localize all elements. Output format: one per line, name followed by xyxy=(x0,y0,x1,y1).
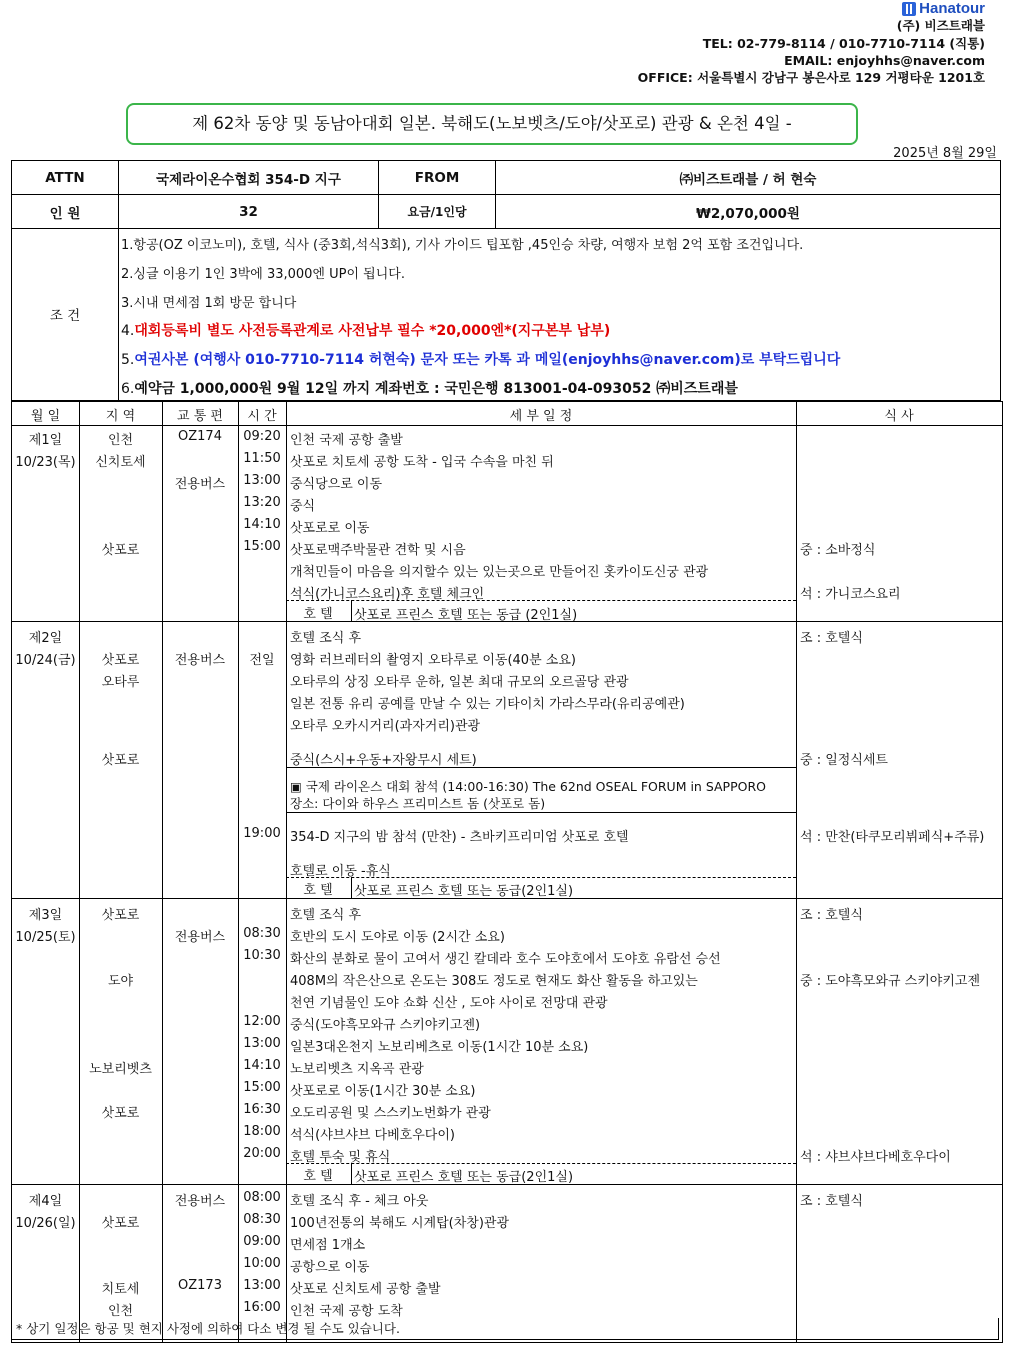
time: 13:00 xyxy=(243,1036,281,1051)
company-logo xyxy=(902,0,985,17)
meal: 석 : 샤브샤브다베호우다이 xyxy=(800,1150,951,1165)
transport: 전용버스 xyxy=(174,930,226,945)
header-date: 월 일 xyxy=(30,409,61,424)
document-date: 2025년 8월 29일 xyxy=(893,146,997,161)
from-value: ㈜비즈트래블 / 허 현숙 xyxy=(496,161,1001,195)
detail: 호텔 조식 후 - 체크 아웃 xyxy=(290,1194,429,1209)
detail: 오타루 오카시거리(과자거리)관광 xyxy=(290,719,481,734)
header-detail: 세 부 일 정 xyxy=(509,409,573,424)
header-meal: 식 사 xyxy=(884,409,914,424)
meal: 조 : 호텔식 xyxy=(800,1194,863,1209)
condition-6: 6.예약금 1,000,000원 9월 12일 까지 계좌번호 : 국민은행 813001-04-093052 ㈜비즈트래블 xyxy=(121,381,738,397)
detail: 삿포로 치토세 공항 도착 - 입국 수속을 마친 뒤 xyxy=(290,455,554,470)
condition-3: 3.시내 면세점 1회 방문 합니다 xyxy=(121,296,297,311)
detail: 공항으로 이동 xyxy=(290,1260,370,1275)
detail: 호텔 조식 후 xyxy=(290,631,362,646)
forum-venue: 장소: 다이와 하우스 프리미스트 돔 (삿포로 돔) xyxy=(290,796,546,811)
detail: 중식 xyxy=(290,499,316,514)
meal: 중 : 소바정식 xyxy=(800,543,876,558)
company-name: (주) 비즈트래블 xyxy=(896,18,985,33)
detail: 오타루의 상징 오타루 운하, 일본 최대 규모의 오르골당 관광 xyxy=(290,675,629,690)
condition-1: 1.항공(OZ 이코노미), 호텔, 식사 (중3회,석식3회), 기사 가이드 팁포함 ,45인승 차량, 여행자 보험 2억 포함 조건입니다. xyxy=(121,238,804,253)
conditions-section xyxy=(11,228,1001,401)
detail: 호텔 투숙 및 휴식 xyxy=(290,1150,391,1165)
detail: 인천 국제 공항 출발 xyxy=(290,433,403,448)
hotel-label: 호 텔 xyxy=(303,1169,333,1184)
detail: 호반의 도시 도야로 이동 (2시간 소요) xyxy=(290,930,505,945)
time: 13:00 xyxy=(243,473,281,488)
detail: 호텔로 이동 -휴식 xyxy=(290,864,391,879)
detail: 노보리벳츠 지옥곡 관광 xyxy=(290,1062,424,1077)
day-label: 제1일 xyxy=(28,433,63,448)
time: 14:10 xyxy=(243,1058,281,1073)
condition-2: 2.싱글 이용기 1인 3박에 33,000엔 UP이 됩니다. xyxy=(121,267,405,282)
detail: 석식(샤브샤브 다베호우다이) xyxy=(290,1128,455,1143)
people-value: 32 xyxy=(119,195,379,229)
time: 16:00 xyxy=(243,1300,281,1315)
meal: 조 : 호텔식 xyxy=(800,631,863,646)
transport: OZ173 xyxy=(178,1278,222,1293)
day-date: 10/24(금) xyxy=(15,653,76,668)
time: 08:30 xyxy=(243,926,281,941)
transport: OZ174 xyxy=(178,429,222,444)
detail: 354-D 지구의 밤 참석 (만찬) - 츠바키프리미엄 삿포로 호텔 xyxy=(290,830,629,845)
attn-label: ATTN xyxy=(12,161,119,195)
day-label: 제3일 xyxy=(28,908,63,923)
meal: 석 : 만찬(타쿠모리뷔페식+주류) xyxy=(800,830,985,845)
detail: 삿포로맥주박물관 견학 및 시음 xyxy=(290,543,466,558)
header-transport: 교 통 편 xyxy=(177,409,223,424)
time: 12:00 xyxy=(243,1014,281,1029)
day-label: 제4일 xyxy=(28,1194,63,1209)
meal: 중 : 도야흑모와규 스키야키고젠 xyxy=(800,974,981,989)
meal: 조 : 호텔식 xyxy=(800,908,863,923)
region: 삿포로 xyxy=(101,653,140,668)
company-office: OFFICE: 서울특별시 강남구 봉은사로 129 거평타운 1201호 xyxy=(637,70,985,85)
time: 13:00 xyxy=(243,1278,281,1293)
detail: 삿포로로 이동(1시간 30분 소요) xyxy=(290,1084,476,1099)
detail: 석식(가니코스요리)후 호텔 체크인 xyxy=(290,587,485,602)
time: 19:00 xyxy=(243,826,281,841)
header-region: 지 역 xyxy=(105,409,136,424)
detail: 인천 국제 공항 도착 xyxy=(290,1304,403,1319)
transport: 전용버스 xyxy=(174,1194,226,1209)
condition-4: 4.대회등록비 별도 사전등록관계로 사전납부 필수 *20,000엔*(지구본부 납부) xyxy=(121,323,611,339)
fee-value: ₩2,070,000원 xyxy=(496,195,1001,229)
condition-5: 5.여권사본 (여행사 010-7710-7114 허현숙) 문자 또는 카톡 과 메일(enjoyhhs@naver.com)로 부탁드립니다 xyxy=(121,352,841,368)
detail: 삿포로 신치토세 공항 출발 xyxy=(290,1282,441,1297)
day-date: 10/26(일) xyxy=(15,1216,76,1231)
from-label: FROM xyxy=(379,161,496,195)
detail: 중식당으로 이동 xyxy=(290,477,383,492)
time: 20:00 xyxy=(243,1146,281,1161)
detail: 개척민들이 마음을 의지할수 있는 있는곳으로 만들어진 홋카이도신궁 관광 xyxy=(290,565,709,580)
time: 13:20 xyxy=(243,495,281,510)
hotel-label: 호 텔 xyxy=(303,883,333,898)
day-date: 10/25(토) xyxy=(15,930,76,945)
page-title: 제 62차 동양 및 동남아대회 일본. 북해도(노보벳츠/도야/삿포로) 관광 & 온천 4일 - xyxy=(126,103,858,145)
time: 09:20 xyxy=(243,429,281,444)
region: 인천 xyxy=(107,1304,134,1319)
region: 삿포로 xyxy=(101,908,140,923)
detail: 영화 러브레터의 촬영지 오타루로 이동(40분 소요) xyxy=(290,653,576,668)
time: 16:30 xyxy=(243,1102,281,1117)
hotel-label: 호 텔 xyxy=(303,607,333,622)
transport: 전용버스 xyxy=(174,477,226,492)
meal: 석 : 가니코스요리 xyxy=(800,587,901,602)
region: 노보리벳츠 xyxy=(89,1062,152,1077)
time: 전일 xyxy=(249,653,275,668)
hotel-name: 삿포로 프린스 호텔 또는 동급 (2인1실) xyxy=(354,608,578,623)
region: 신치토세 xyxy=(95,455,146,470)
company-email: EMAIL: enjoyhhs@naver.com xyxy=(784,53,985,68)
hotel-name: 삿포로 프린스 호텔 또는 동급(2인1실) xyxy=(354,1170,574,1185)
transport: 전용버스 xyxy=(174,653,226,668)
logo-text: Hanatour xyxy=(919,0,985,17)
detail: 천연 기념물인 도야 쇼화 신산 , 도야 사이로 전망대 관광 xyxy=(290,996,608,1011)
forum-notice: ▣ 국제 라이온스 대회 참석 (14:00-16:30) The 62nd OSEAL FORUM in SAPPORO xyxy=(290,779,766,794)
region: 삿포로 xyxy=(101,1216,140,1231)
footer-note: * 상기 일정은 항공 및 현지 사정에 의하여 다소 변경 될 수도 있습니다. xyxy=(11,1318,999,1340)
meal: 중 : 일정식세트 xyxy=(800,753,888,768)
detail: 삿포로로 이동 xyxy=(290,521,370,536)
info-table xyxy=(11,160,1001,229)
detail: 일본 전통 유리 공예를 만날 수 있는 기타이치 가라스무라(유리공예관) xyxy=(290,697,685,712)
detail: 중식(스시+우동+자왕무시 세트) xyxy=(290,753,477,768)
header-time: 시 간 xyxy=(247,409,277,424)
detail: 중식(도야흑모와규 스키야키고젠) xyxy=(290,1018,481,1033)
time: 18:00 xyxy=(243,1124,281,1139)
day-date: 10/23(목) xyxy=(15,455,76,470)
detail: 면세점 1개소 xyxy=(290,1238,366,1253)
hanatour-logo-icon xyxy=(902,2,916,16)
time: 14:10 xyxy=(243,517,281,532)
region: 도야 xyxy=(107,974,134,989)
region: 삿포로 xyxy=(101,543,140,558)
company-tel: TEL: 02-779-8114 / 010-7710-7114 (직통) xyxy=(702,36,985,51)
detail: 화산의 분화로 물이 고여서 생긴 칼데라 호수 도야호에서 도야호 유람선 승선 xyxy=(290,952,721,967)
schedule-table xyxy=(11,401,1003,1343)
conditions-label: 조 건 xyxy=(12,228,119,400)
time: 11:50 xyxy=(243,451,281,466)
detail: 408M의 작은산으로 온도는 308도 정도로 현재도 화산 활동을 하고있는 xyxy=(290,974,698,989)
time: 10:00 xyxy=(243,1256,281,1271)
fee-label: 요금/1인당 xyxy=(379,195,496,229)
time: 10:30 xyxy=(243,948,281,963)
time: 08:30 xyxy=(243,1212,281,1227)
region: 오타루 xyxy=(101,675,140,690)
time: 15:00 xyxy=(243,1080,281,1095)
region: 인천 xyxy=(107,433,134,448)
attn-value: 국제라이온수협회 354-D 지구 xyxy=(119,161,379,195)
region: 삿포로 xyxy=(101,1106,140,1121)
detail: 100년전통의 북해도 시계탑(차창)관광 xyxy=(290,1216,510,1231)
people-label: 인 원 xyxy=(12,195,119,229)
day-label: 제2일 xyxy=(28,631,63,646)
detail: 호텔 조식 후 xyxy=(290,908,362,923)
region: 삿포로 xyxy=(101,753,140,768)
region: 치토세 xyxy=(101,1282,140,1297)
time: 15:00 xyxy=(243,539,281,554)
detail: 일본3대온천지 노보리베츠로 이동(1시간 10분 소요) xyxy=(290,1040,589,1055)
time: 09:00 xyxy=(243,1234,281,1249)
time: 08:00 xyxy=(243,1190,281,1205)
hotel-name: 삿포로 프린스 호텔 또는 동급(2인1실) xyxy=(354,884,574,899)
detail: 오도리공원 및 스스키노번화가 관광 xyxy=(290,1106,491,1121)
